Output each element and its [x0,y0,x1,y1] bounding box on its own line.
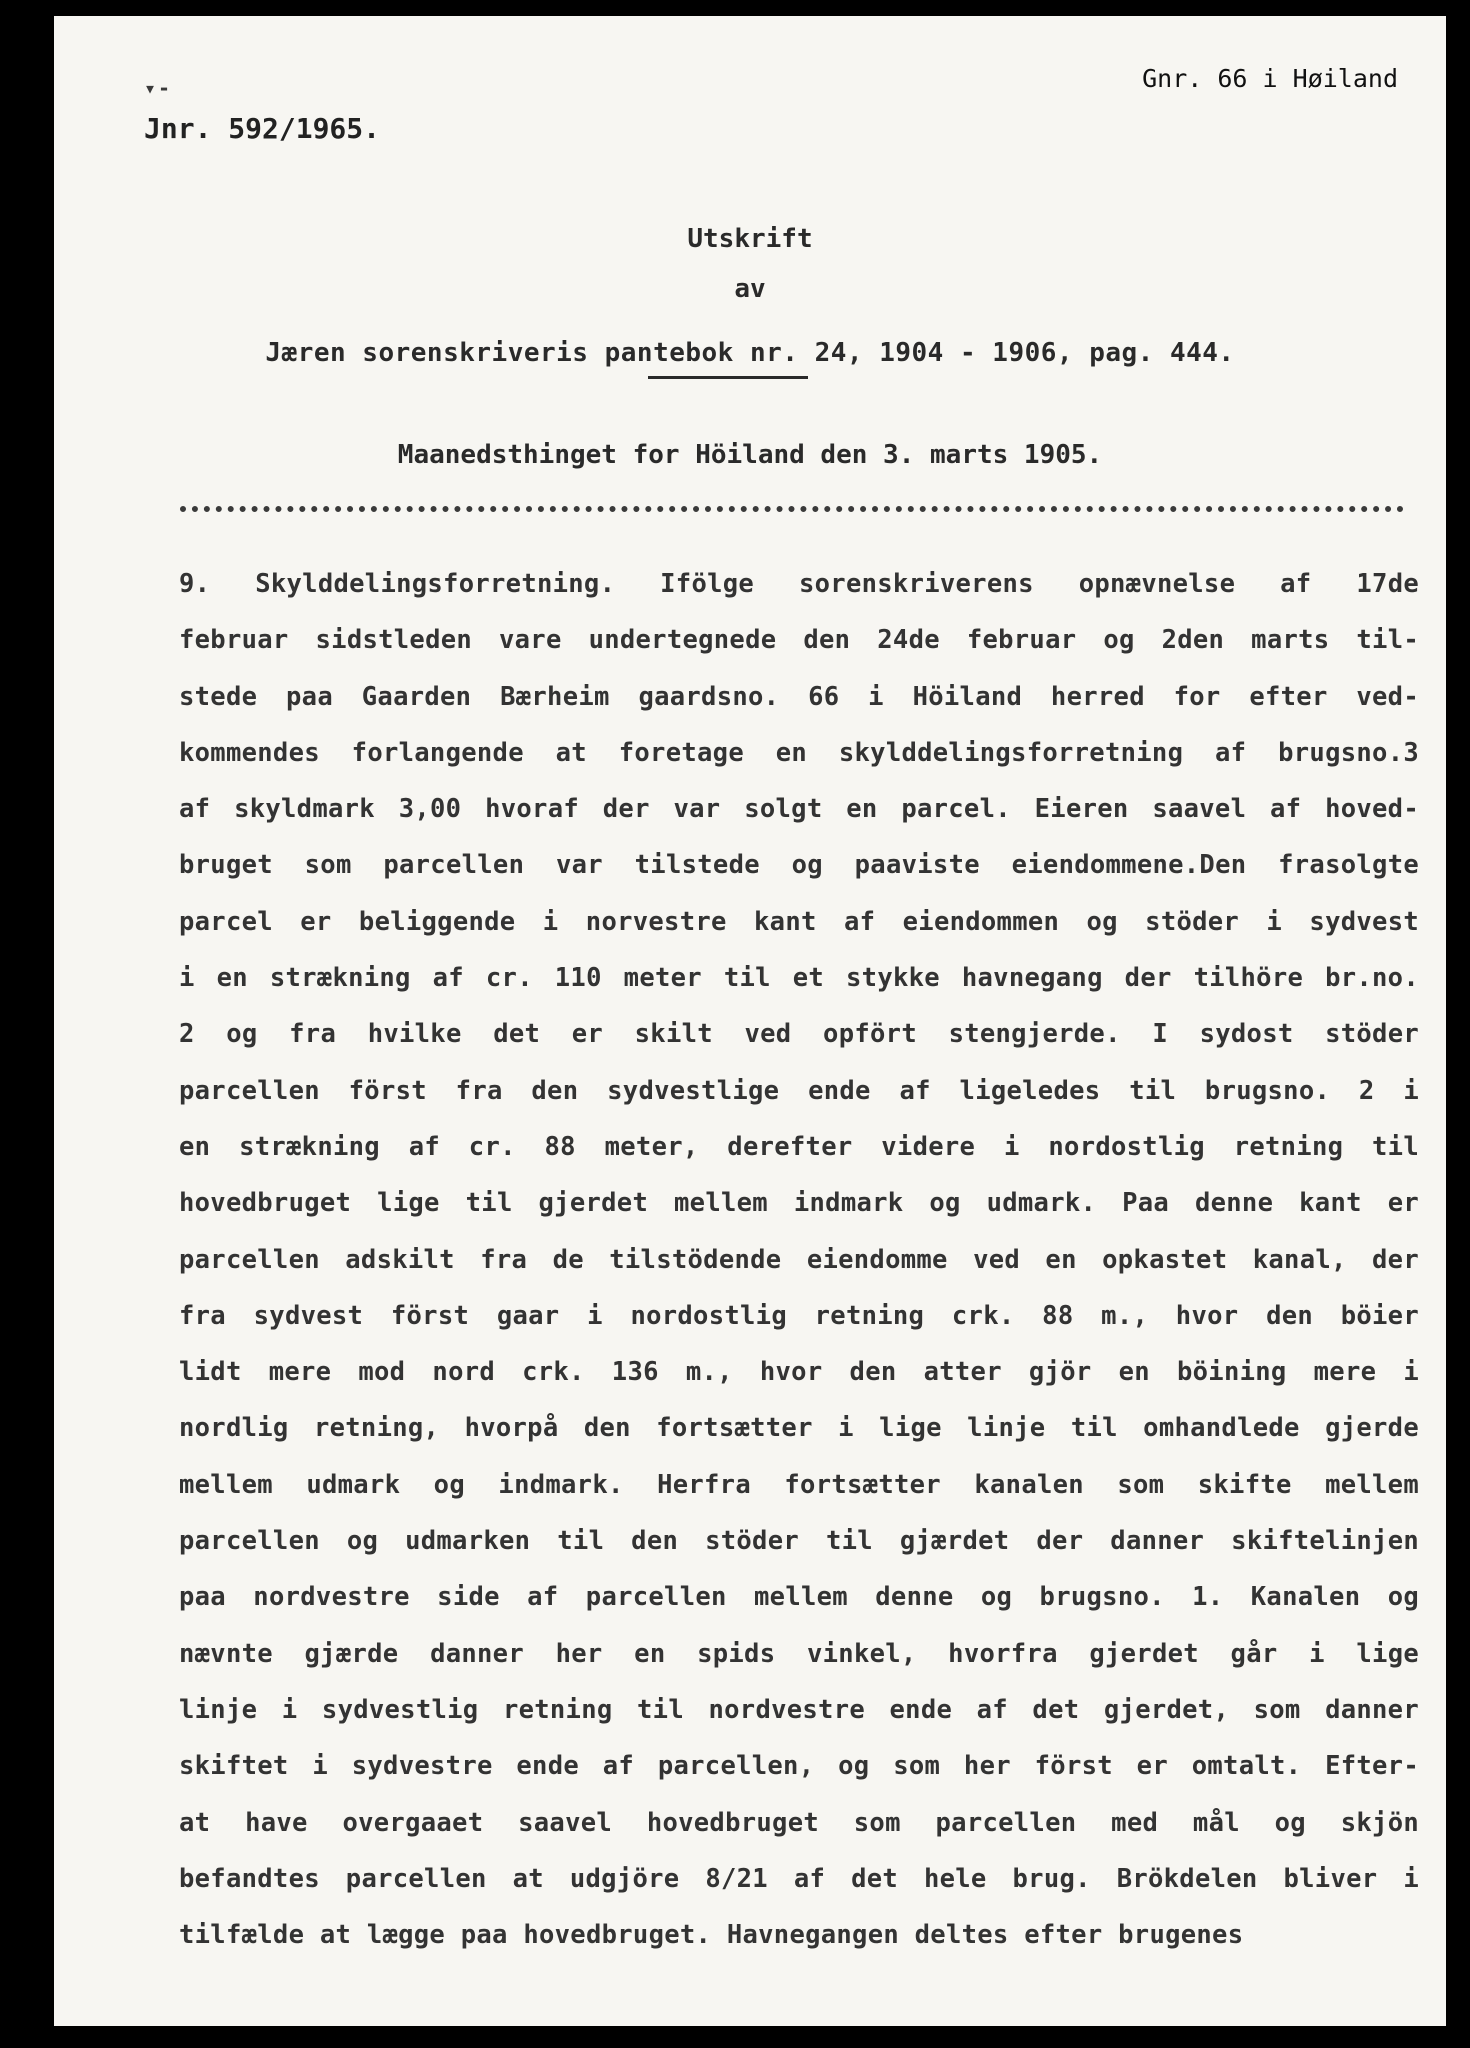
body-line: at have overgaaet saavel hovedbruget som parcellen med mål og skjön [179,1807,1419,1838]
body-line: nordlig retning, hvorpå den fortsætter i lige linje til omhandlede gjerde [179,1413,1419,1444]
body-line: februar sidstleden vare undertegnede den 24de februar og 2den marts til- [179,625,1419,656]
body-line: parcellen og udmarken til den stöder til gjærdet der danner skiftelinjen [179,1526,1419,1557]
body-line: nævnte gjærde danner her en spids vinkel, hvorfra gjerdet går i lige [179,1638,1419,1669]
body-line: en strækning af cr. 88 meter, derefter videre i nordostlig retning til [179,1131,1419,1162]
body-line: befandtes parcellen at udgjöre 8/21 af det hele brug. Brökdelen bliver i [179,1863,1419,1894]
body-line: bruget som parcellen var tilstede og paaviste eiendommene.Den frasolgte [179,850,1419,881]
document-title: Utskrift [687,224,813,254]
body-line: lidt mere mod nord crk. 136 m., hvor den atter gjör en böining mere i [179,1357,1419,1388]
body-line: 2 og fra hvilke det er skilt ved opfört stengjerde. I sydost stöder [179,1019,1419,1050]
document-page [54,16,1446,2026]
body-line: parcellen adskilt fra de tilstödende eiendomme ved en opkastet kanal, der [179,1244,1419,1275]
source-reference: Jæren sorenskriveris pantebok nr. 24, 1904 - 1906, pag. 444. [265,338,1235,368]
body-line: tilfælde at lægge paa hovedbruget. Havnegangen deltes efter brugenes [179,1920,1244,1951]
body-line: parcel er beliggende i norvestre kant af eiendommen og stöder i sydvest [179,906,1419,937]
dotted-separator [180,506,1404,512]
body-line: linje i sydvestlig retning til nordvestre ende af det gjerdet, som danner [179,1694,1419,1725]
body-line: mellem udmark og indmark. Herfra fortsætter kanalen som skifte mellem [179,1469,1419,1500]
document-subtitle: av [734,274,766,304]
body-line: hovedbruget lige til gjerdet mellem indmark og udmark. Paa denne kant er [179,1188,1419,1219]
body-line: paa nordvestre side af parcellen mellem denne og brugsno. 1. Kanalen og [179,1582,1419,1613]
corner-mark: ▾- [144,76,173,100]
body-line: parcellen först fra den sydvestlige ende af ligeledes til brugsno. 2 i [179,1075,1419,1106]
body-line: stede paa Gaarden Bærheim gaardsno. 66 i Höiland herred for efter ved- [179,681,1419,712]
document-body [179,556,1419,1963]
court-session: Maanedsthinget for Höiland den 3. marts 1905. [397,440,1103,470]
body-line: af skyldmark 3,00 hvoraf der var solgt en parcel. Eieren saavel af hoved- [179,794,1419,825]
body-line: skiftet i sydvestre ende af parcellen, og som her först er omtalt. Efter- [179,1751,1419,1782]
body-line: kommendes forlangende at foretage en skylddelingsforretning af brugsno.3 [179,737,1419,768]
property-reference: Gnr. 66 i Høiland [1142,64,1398,93]
source-underline [648,376,808,379]
body-line: 9. Skylddelingsforretning. Ifölge sorenskriverens opnævnelse af 17de [179,569,1419,599]
body-line: i en strækning af cr. 110 meter til et stykke havnegang der tilhöre br.no. [179,963,1419,994]
body-line: fra sydvest först gaar i nordostlig retning crk. 88 m., hvor den böier [179,1300,1419,1331]
journal-number: Jnr. 592/1965. [144,112,381,145]
